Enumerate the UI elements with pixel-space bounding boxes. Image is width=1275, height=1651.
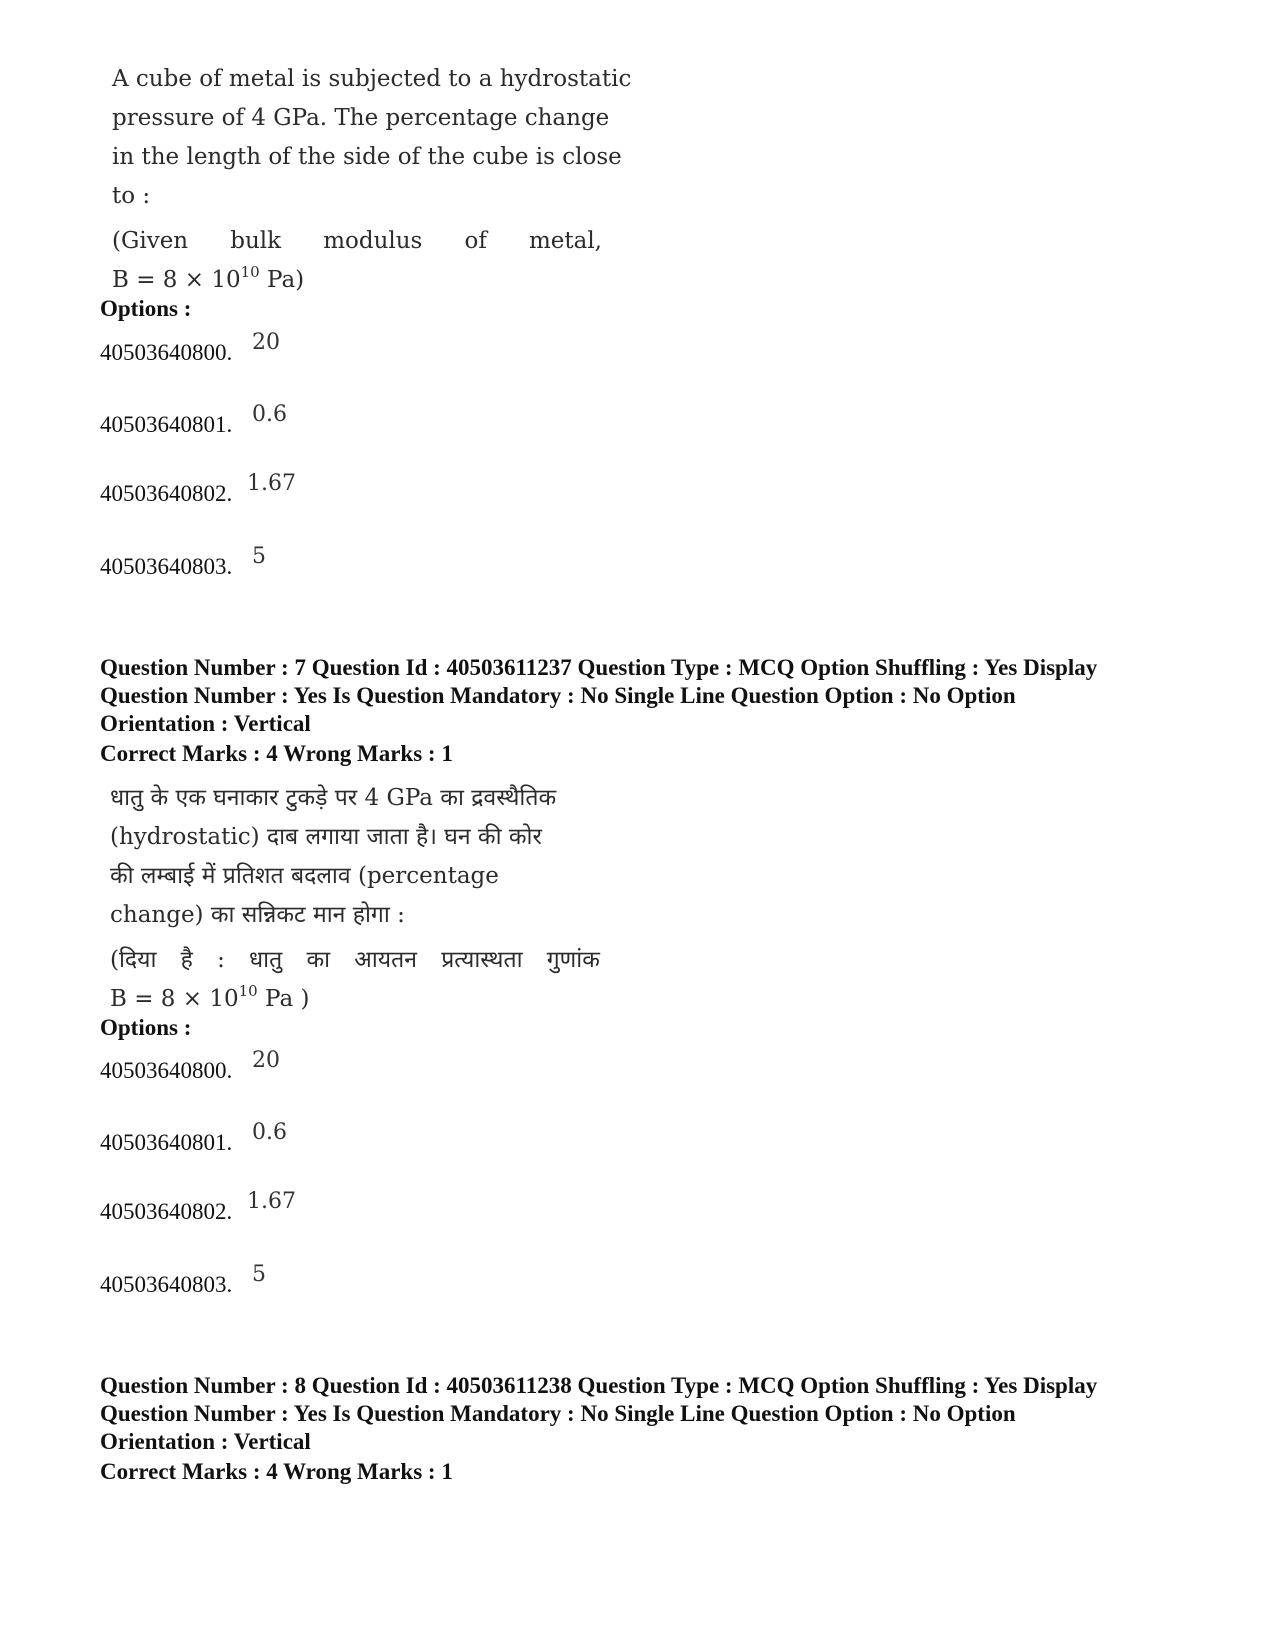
option-id: 40503640802. (100, 481, 233, 506)
question-line: धातु के एक घनाकार टुकड़े पर 4 GPa का द्रवस्थैतिक (110, 785, 557, 811)
question-7-marks: Correct Marks : 4 Wrong Marks : 1 (100, 741, 453, 766)
question-meta-line: Orientation : Vertical (100, 1429, 311, 1454)
given-word: : (217, 947, 225, 973)
option-value: 0.6 (252, 1120, 287, 1145)
given-word: (Given (112, 228, 189, 254)
option-id: 40503640803. (100, 1272, 233, 1297)
options-label: Options : (100, 1015, 192, 1040)
question-8-meta (100, 1372, 1097, 1456)
option-value: 0.6 (252, 402, 287, 427)
given-word: of (464, 228, 487, 254)
given-word: bulk (230, 228, 282, 254)
option-id: 40503640800. (100, 1058, 233, 1083)
given-word: (दिया (110, 947, 157, 973)
given-word: धातु (249, 947, 283, 973)
question-7-text-image (110, 779, 600, 1019)
option-value: 20 (252, 1048, 280, 1073)
option-id: 40503640802. (100, 1199, 233, 1224)
question-meta-line: Question Number : Yes Is Question Mandatory : No Single Line Question Option : No Option (100, 683, 1016, 708)
option-value: 5 (252, 1262, 266, 1287)
option-id: 40503640801. (100, 412, 233, 437)
question-6-text-image (112, 60, 632, 300)
given-word: गुणांक (546, 947, 600, 973)
question-8-marks: Correct Marks : 4 Wrong Marks : 1 (100, 1459, 453, 1484)
option-value: 1.67 (247, 1189, 296, 1214)
question-meta-line: Question Number : 7 Question Id : 40503611237 Question Type : MCQ Option Shuffling : Yes Display (100, 655, 1098, 680)
given-line (112, 222, 602, 261)
question-line: A cube of metal is subjected to a hydrostatic (112, 66, 632, 92)
question-meta-line: Orientation : Vertical (100, 711, 311, 736)
given-word: आयतन (354, 947, 418, 973)
option-value: 1.67 (247, 471, 296, 496)
given-word: है (180, 947, 193, 973)
question-line: in the length of the side of the cube is close (112, 144, 622, 170)
given-line (110, 941, 600, 980)
question-line: (hydrostatic) दाब लगाया जाता है। घन की कोर (110, 824, 542, 850)
question-meta-line: Question Number : 8 Question Id : 40503611238 Question Type : MCQ Option Shuffling : Yes Display (100, 1373, 1098, 1398)
option-id: 40503640800. (100, 340, 233, 365)
given-word: का (306, 947, 331, 973)
given-word: प्रत्यास्थता (441, 947, 523, 973)
option-id: 40503640801. (100, 1130, 233, 1155)
options-label: Options : (100, 296, 192, 321)
option-value: 5 (252, 544, 266, 569)
option-value: 20 (252, 330, 280, 355)
question-line: to : (112, 183, 151, 209)
given-formula: $B = 8 \times 10^{10}$ Pa ) (110, 982, 310, 1012)
question-line: change) का सन्निकट मान होगा : (110, 902, 405, 928)
question-meta-line: Question Number : Yes Is Question Mandatory : No Single Line Question Option : No Option (100, 1401, 1016, 1426)
option-id: 40503640803. (100, 554, 233, 579)
question-line: pressure of 4 GPa. The percentage change (112, 105, 610, 131)
given-word: metal, (528, 228, 602, 254)
given-word: modulus (323, 228, 423, 254)
given-formula: $B = 8 \times 10^{10}$ Pa) (112, 263, 305, 293)
question-line: की लम्बाई में प्रतिशत बदलाव (percentage (110, 863, 499, 889)
question-7-meta (100, 654, 1097, 738)
